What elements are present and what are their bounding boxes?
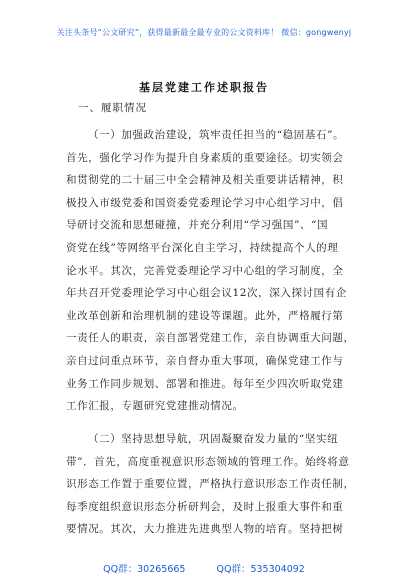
paragraph-line: 极投入市级党委和国资委党委理论学习中心组学习中，倡 [66,196,344,209]
footer-contact [0,561,408,575]
paragraph-line: 一责任人的职责，亲自部署党建工作，亲自协调重大问题， [66,332,355,345]
document-title: 基层党建工作述职报告 [139,81,269,94]
paragraph-political-building [66,124,355,418]
paragraph-line: 识形态工作置于重要位置，严格执行意识形态工作责任制， [66,478,355,491]
paragraph-line: 资党在线”等网络平台深化自主学习，持续提高个人的理 [66,241,339,254]
paragraph-line: 带”．首先，高度重视意识形态领域的管理工作。始终将意 [66,455,350,468]
paragraph-line: （一）加强政治建设，筑牢责任担当的“稳固基石”。 [88,129,345,141]
paragraph-line: 每季度组织意识形态分析研判会，及时上报重大事件和重 [66,500,344,513]
paragraph-line: 年共召开党委理论学习中心组会议12次，深入探讨国有企 [66,287,347,300]
paragraph-line: （二）坚持思想导航，巩固凝聚奋发力量的“坚实纽 [88,433,339,445]
paragraph-ideological-guidance [66,428,355,541]
header-promo-text: 关注头条号“公文研究”，获得最新最全最专业的公文资料库！ 微信：gongwenyj [56,28,352,37]
paragraph-line: 业改革创新和治理机制的建设等课题。此外，严格履行第 [66,309,344,322]
footer-qq-group-1: QQ群：30265665 [103,564,186,575]
paragraph-line: 和贯彻党的二十届三中全会精神及相关重要讲话精神，积 [66,174,344,187]
paragraph-line: 亲自过问重点环节，亲自督办重大事项，确保党建工作与 [66,354,344,367]
footer-qq-group-2: QQ群：535304092 [216,564,305,575]
paragraph-line: 业务工作同步规划、部署和推进。每年至少四次听取党建 [66,377,344,390]
paragraph-line: 首先，强化学习作为提升自身素质的重要途径。切实领会 [66,151,344,164]
paragraph-line: 工作汇报，专题研究党建推动情况。 [66,400,244,413]
paragraph-line: 论水平。其次，完善党委理论学习中心组的学习制度，全 [66,264,344,277]
paragraph-line: 要情况。其次，大力推进先进典型人物的培育。坚持把树 [66,523,344,536]
section-heading: 一、履职情况 [78,102,147,114]
paragraph-line: 导研讨交流和思想碰撞，并充分利用“学习强国”、“国 [66,219,329,232]
